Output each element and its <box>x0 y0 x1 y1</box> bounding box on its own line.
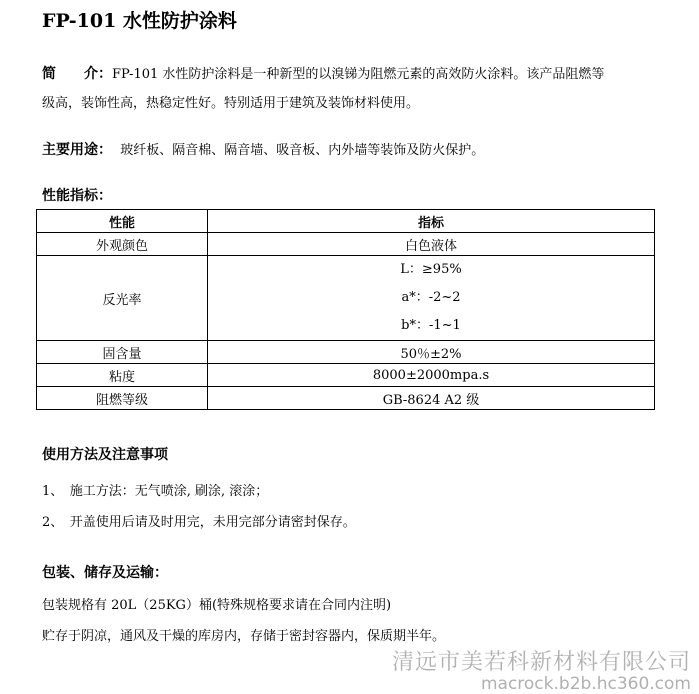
watermark-site: macrock.b2b.hc360.com <box>480 674 691 694</box>
spec-value-multi <box>208 256 655 341</box>
table-row <box>37 256 655 341</box>
spec-table <box>36 209 655 410</box>
spec-value-l: L：≥95% <box>400 262 462 277</box>
document-title: FP-101 水性防护涂料 <box>42 10 237 32</box>
spec-value: 50％±2% <box>208 341 655 364</box>
intro-text-2: 级高，装饰性高，热稳定性好。特别适用于建筑及装饰材料使用。 <box>42 96 420 111</box>
spec-name: 外观颜色 <box>37 233 208 256</box>
spec-value-b: b*：-1~1 <box>401 318 461 333</box>
table-row <box>37 364 655 387</box>
spec-header-value: 指标 <box>208 210 655 233</box>
packaging-line-2: 贮存于阴凉，通风及干燥的库房内，存储于密封容器内，保质期半年。 <box>42 629 446 644</box>
intro-label: 简 介： <box>42 66 112 82</box>
watermark <box>392 645 691 694</box>
spec-name: 反光率 <box>37 256 208 341</box>
packaging-line-1: 包装规格有 20L（25KG）桶(特殊规格要求请在合同内注明) <box>42 598 392 613</box>
spec-name: 阻燃等级 <box>37 387 208 410</box>
spec-header-row <box>37 210 655 233</box>
packaging-heading: 包装、储存及运输： <box>42 565 168 581</box>
spec-value-a: a*：-2~2 <box>401 290 461 305</box>
table-row <box>37 387 655 410</box>
method-item-2: 2、 开盖使用后请及时用完，未用完部分请密封保存。 <box>42 515 356 530</box>
spec-value: 8000±2000mpa.s <box>208 364 655 387</box>
spec-name: 粘度 <box>37 364 208 387</box>
method-item-1: 1、 施工方法：无气喷涂, 刷涂, 滚涂； <box>42 484 269 499</box>
spec-header-property: 性能 <box>37 210 208 233</box>
method-heading: 使用方法及注意事项 <box>42 447 168 463</box>
intro-line-1 <box>42 63 604 83</box>
intro-text-1: FP-101 水性防护涂料是一种新型的以溴锑为阻燃元素的高效防火涂料。该产品阻燃等 <box>112 67 605 82</box>
main-usage-label: 主要用途： <box>42 142 112 158</box>
spec-value: 白色液体 <box>208 233 655 256</box>
watermark-company: 清远市美若科新材料有限公司 <box>391 650 691 675</box>
main-usage-text: 玻纤板、隔音棉、隔音墙、吸音板、内外墙等装饰及防火保护。 <box>120 143 485 158</box>
main-usage <box>42 139 484 159</box>
spec-heading: 性能指标： <box>42 188 112 204</box>
table-row <box>37 233 655 256</box>
spec-value: GB-8624 A2 级 <box>208 387 655 410</box>
table-row <box>37 341 655 364</box>
spec-name: 固含量 <box>37 341 208 364</box>
